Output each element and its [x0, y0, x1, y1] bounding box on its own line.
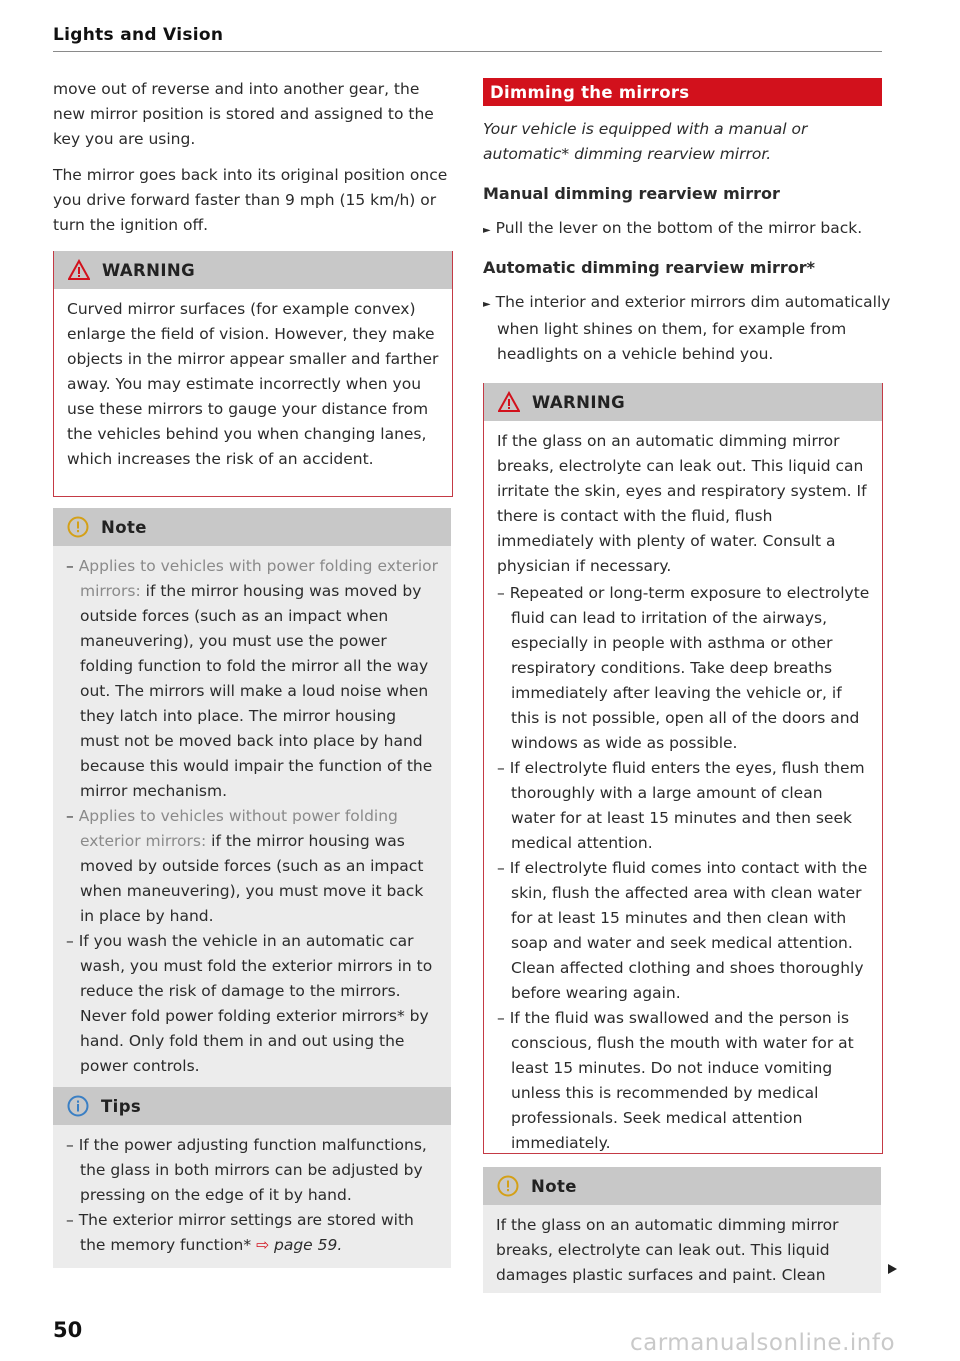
note-title-right: Note [531, 1176, 577, 1196]
list-item: – If electrolyte fluid enters the eyes, flush them thoroughly with a large amount of clean water for at least 15 minutes and then seek medical attention. [497, 759, 865, 852]
warning-intro-right: If the glass on an automatic dimming mirror breaks, electrolyte can leak out. This liquid can irritate the skin, eyes and respiratory system. If there is contact with the fluid, flush immediately with plenty of water. Consult a physician if necessary. [497, 432, 867, 575]
tips-item-1: If the power adjusting function malfunctions, the glass in both mirrors can be adjusted by pressing on the edge of it by hand. [78, 1136, 427, 1204]
left-paragraph-1: move out of reverse and into another gear, the new mirror position is stored and assigned to the key you are using. [53, 80, 434, 148]
warning-triangle-icon [498, 391, 520, 413]
auto-dimming-step [483, 290, 896, 367]
continue-arrow-icon [888, 1264, 897, 1274]
section-title: Dimming the mirrors [490, 82, 690, 102]
note-item-2-text: if the mirror housing was moved by outside forces (such as an impact when maneuvering), you must move it back in place by hand. [80, 832, 424, 925]
header-divider [53, 51, 882, 52]
section-intro: Your vehicle is equipped with a manual or automatic* dimming rearview mirror. [483, 120, 808, 163]
warning-header-right [484, 383, 882, 421]
watermark: carmanualsonline.info [630, 1330, 896, 1356]
list-item: – Applies to vehicles with power folding exterior mirrors: if the mirror housing was moved by outside forces (such as an impact when maneuvering), you must use the power folding function to fold the mirror all the way out. The mirrors will make a loud noise when they latch into place. The mirror housing must not be moved back into place by hand because this would impair the function of the mirror mechanism. [66, 557, 439, 800]
manual-dimming-heading: Manual dimming rearview mirror [483, 184, 780, 203]
note-item-3-text: If you wash the vehicle in an automatic car wash, you must fold the exterior mirrors in to reduce the risk of damage to the mirrors. Never fold power folding exterior mirrors* by hand. Only fold them in and out using the power controls. [78, 932, 433, 1075]
warning-right-item-2: If electrolyte fluid enters the eyes, flush them thoroughly with a large amount of clean water for at least 15 minutes and then seek medical attention. [509, 759, 865, 852]
note-box-right [483, 1167, 881, 1293]
note-header-left [53, 508, 451, 546]
tips-list-left [66, 1133, 439, 1258]
tips-box-left [53, 1087, 451, 1268]
list-item: – If the power adjusting function malfunctions, the glass in both mirrors can be adjusted by pressing on the edge of it by hand. [66, 1136, 427, 1204]
list-item: – If you wash the vehicle in an automatic car wash, you must fold the exterior mirrors in to reduce the risk of damage to the mirrors. Never fold power folding exterior mirrors* by hand. Only fold them in and out using the power controls. [66, 932, 433, 1075]
tips-page-ref[interactable]: page 59. [274, 1236, 343, 1254]
page-header-title: Lights and Vision [53, 25, 224, 45]
list-item: – If the fluid was swallowed and the person is conscious, flush the mouth with water for at least 15 minutes. Do not induce vomiting unless this is recommended by medical professionals. Seek medical attention immediately. [497, 1009, 854, 1152]
warning-right-item-4: If the fluid was swallowed and the person is conscious, flush the mouth with water for at least 15 minutes. Do not induce vomiting unless this is recommended by medical professionals. Seek medical attention immediately. [509, 1009, 854, 1152]
list-item: – The exterior mirror settings are stored with the memory function* ⇨ page 59. [66, 1211, 414, 1254]
list-item: – Repeated or long-term exposure to electrolyte fluid can lead to irritation of the airways, especially in people with asthma or other respiratory conditions. Take deep breaths immediately after leaving the vehicle or, if this is not possible, open all of the doors and windows as wide as possible. [497, 584, 870, 752]
exclamation-circle-icon [497, 1175, 519, 1197]
page-number: 50 [53, 1318, 83, 1342]
list-item: – If electrolyte fluid comes into contact with the skin, flush the affected area with clean water for at least 15 minutes and then clean with soap and water and seek medical attention. Clean affected clothing and shoes thoroughly before wearing again. [497, 859, 868, 1002]
note-box-left [53, 508, 451, 1089]
warning-right-item-1: Repeated or long-term exposure to electrolyte fluid can lead to irritation of the airways, especially in people with asthma or other respiratory conditions. Take deep breaths immediately after leaving the vehicle or, if this is not possible, open all of the doors and windows as wide as possible. [509, 584, 870, 752]
tips-title-left: Tips [101, 1096, 142, 1116]
note-title-left: Note [101, 517, 147, 537]
arrow-right-icon: ⇨ [256, 1236, 270, 1254]
note-item-1-text: if the mirror housing was moved by outside forces (such as an impact when maneuvering), you must use the power folding function to fold the mirror all the way out. The mirrors will make a loud noise when they latch into place. The mirror housing must not be moved back into place by hand because this would impair the function of the mirror mechanism. [80, 582, 433, 800]
note-list-left [66, 554, 439, 1079]
warning-box-left [53, 251, 453, 497]
warning-right-item-3: If electrolyte fluid comes into contact with the skin, flush the affected area with clean water for at least 15 minutes and then clean with soap and water and seek medical attention. Clean affected clothing and shoes thoroughly before wearing again. [509, 859, 868, 1002]
note-item-1-prefix: Applies to vehicles with power folding exterior mirrors: [78, 557, 439, 600]
list-item: – Applies to vehicles without power folding exterior mirrors: if the mirror housing was moved by outside forces (such as an impact when maneuvering), you must move it back in place by hand. [66, 807, 424, 925]
triangle-bullet-icon: ► [483, 225, 491, 236]
manual-dimming-step [483, 216, 896, 243]
manual-dimming-text: Pull the lever on the bottom of the mirror back. [495, 219, 863, 237]
section-title-bar [483, 78, 882, 106]
auto-dimming-text: The interior and exterior mirrors dim automatically when light shines on them, for example from headlights on a vehicle behind you. [495, 293, 891, 363]
triangle-bullet-icon: ► [483, 299, 491, 310]
info-circle-icon [67, 1095, 89, 1117]
left-paragraph-2: The mirror goes back into its original position once you drive forward faster than 9 mph (15 km/h) or turn the ignition off. [53, 166, 448, 234]
warning-title-right: WARNING [532, 392, 626, 412]
auto-dimming-heading: Automatic dimming rearview mirror* [483, 258, 815, 277]
note-text-right: If the glass on an automatic dimming mirror breaks, electrolyte can leak out. This liquid damages plastic surfaces and paint. Clean [496, 1216, 839, 1284]
warning-header-left [54, 251, 452, 289]
note-item-2-prefix: Applies to vehicles without power folding exterior mirrors: [78, 807, 398, 850]
warning-text-left: Curved mirror surfaces (for example convex) enlarge the field of vision. However, they make objects in the mirror appear smaller and farther away. You may estimate incorrectly when you use these mirrors to gauge your distance from the vehicles behind you when changing lanes, which increases the risk of an accident. [67, 300, 439, 468]
warning-title-left: WARNING [102, 260, 196, 280]
exclamation-circle-icon [67, 516, 89, 538]
tips-item-2: The exterior mirror settings are stored with the memory function* [78, 1211, 414, 1254]
warning-list-right [497, 581, 870, 1156]
note-header-right [483, 1167, 881, 1205]
warning-triangle-icon [68, 259, 90, 281]
tips-header-left [53, 1087, 451, 1125]
warning-box-right [483, 383, 883, 1154]
